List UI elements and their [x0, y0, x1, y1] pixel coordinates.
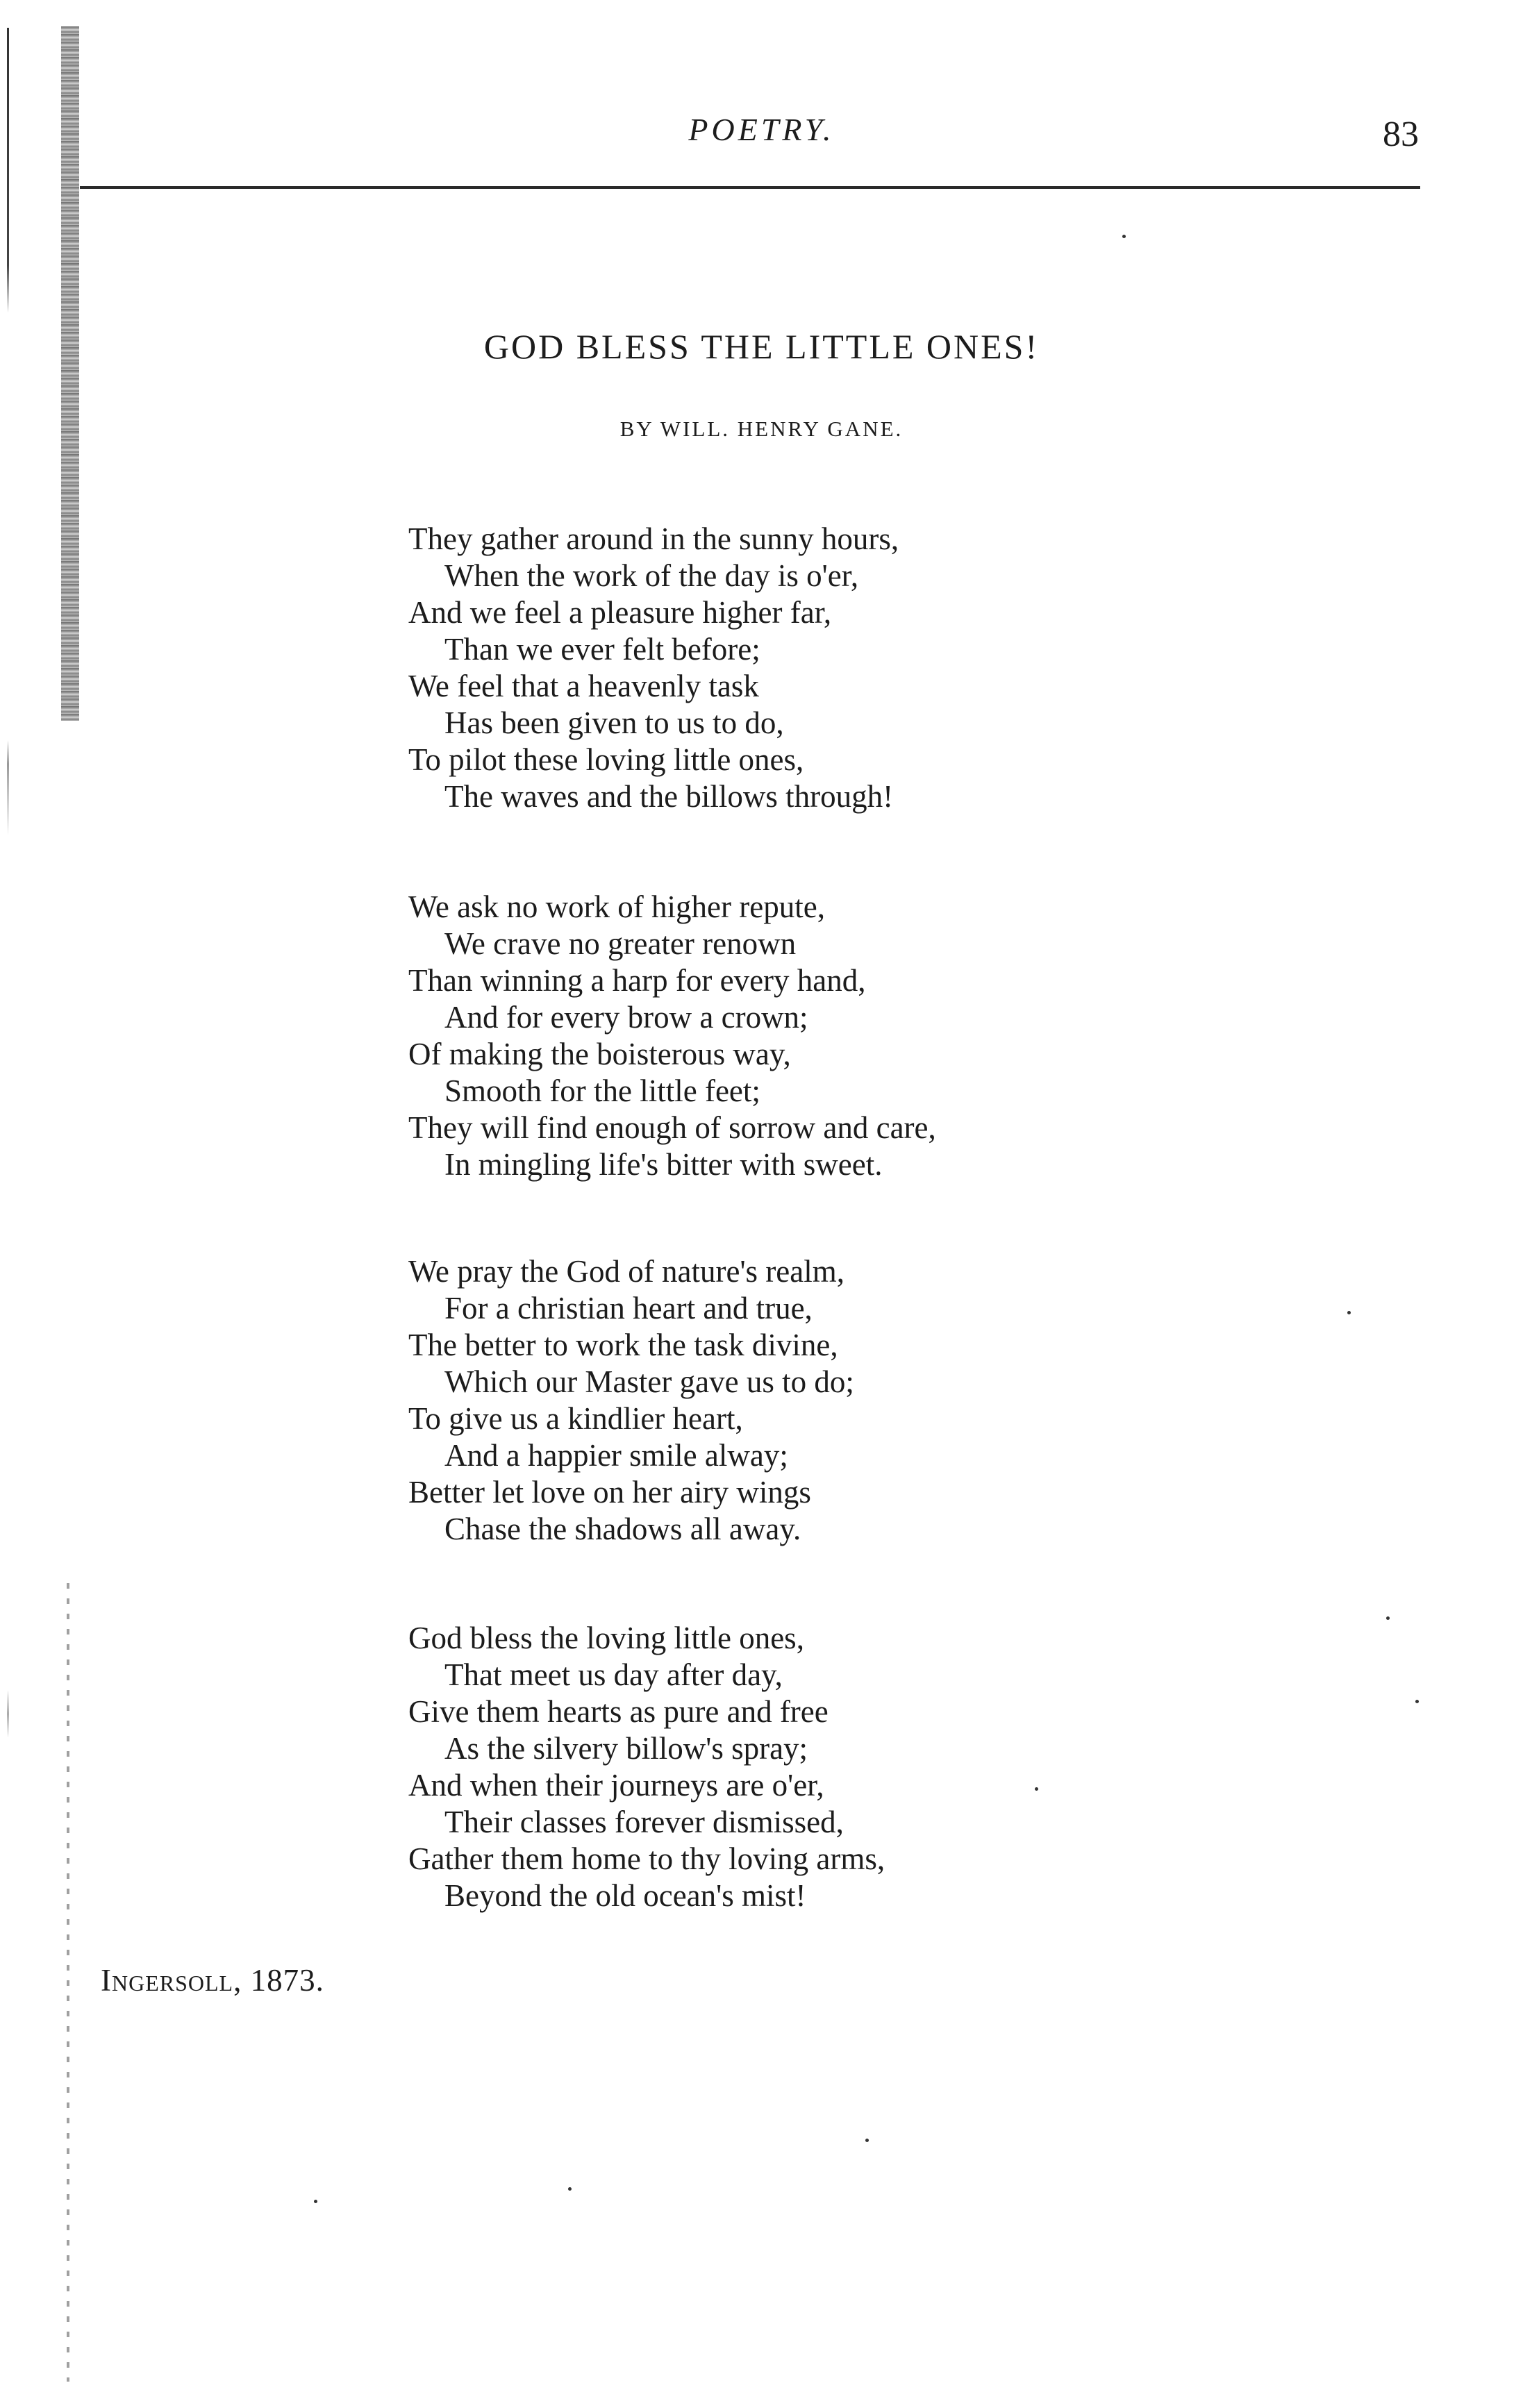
poem-line: Than winning a harp for every hand, — [408, 963, 866, 998]
poem-line: Gather them home to thy loving arms, — [408, 1841, 885, 1876]
binding-edge-dashes — [67, 1583, 69, 2382]
poem-line: We feel that a heavenly task — [408, 669, 759, 703]
poem-title: GOD BLESS THE LITTLE ONES! — [483, 327, 1040, 366]
poem-line: Smooth for the little feet; — [444, 1073, 760, 1108]
poem-line: That meet us day after day, — [444, 1657, 783, 1692]
running-title: POETRY. — [688, 112, 835, 147]
poem-line: And for every brow a crown; — [444, 1000, 808, 1035]
poem-line: For a christian heart and true, — [444, 1291, 813, 1326]
ink-speck — [1386, 1616, 1390, 1620]
poem-line: Of making the boisterous way, — [408, 1037, 791, 1071]
poem-line: Better let love on her airy wings — [408, 1475, 811, 1510]
place-date-signoff: Ingersoll, 1873. — [101, 1963, 324, 1998]
ink-speck — [568, 2187, 572, 2191]
ink-speck — [314, 2200, 317, 2203]
stanza-2 — [408, 889, 1172, 1183]
ink-speck — [1415, 1700, 1419, 1703]
poem-line: To give us a kindlier heart, — [408, 1401, 743, 1436]
poem-line: Chase the shadows all away. — [444, 1512, 801, 1546]
page-number: 83 — [1383, 115, 1419, 154]
poem-line: Which our Master gave us to do; — [444, 1364, 854, 1399]
poem-line: They will find enough of sorrow and care, — [408, 1110, 936, 1145]
poem-line: As the silvery billow's spray; — [444, 1731, 808, 1766]
poem-line: God bless the loving little ones, — [408, 1621, 804, 1655]
poem-line: The better to work the task divine, — [408, 1328, 838, 1362]
poem-line: Their classes forever dismissed, — [444, 1805, 844, 1839]
poem-line: In mingling life's bitter with sweet. — [444, 1147, 883, 1182]
header-rule — [80, 186, 1420, 189]
ink-speck — [865, 2139, 869, 2142]
running-header — [0, 111, 1523, 160]
poem-line: We ask no work of higher repute, — [408, 889, 825, 924]
poem-line: And we feel a pleasure higher far, — [408, 595, 832, 630]
poem-line: They gather around in the sunny hours, — [408, 521, 899, 556]
poem-line: The waves and the billows through! — [444, 779, 894, 814]
poem-byline: BY WILL. HENRY GANE. — [619, 417, 904, 441]
poem-line: Has been given to us to do, — [444, 705, 784, 740]
poem-line: Beyond the old ocean's mist! — [444, 1878, 806, 1913]
poem-line: And when their journeys are o'er, — [408, 1768, 824, 1803]
poem-line: We crave no greater renown — [444, 926, 797, 961]
scan-gutter-line — [7, 28, 9, 2402]
poem-line: Than we ever felt before; — [444, 632, 760, 667]
poem-line: To pilot these loving little ones, — [408, 742, 804, 777]
poem-line: We pray the God of nature's realm, — [408, 1254, 845, 1289]
stanza-3 — [408, 1253, 1172, 1548]
poem-line: And a happier smile alway; — [444, 1438, 788, 1473]
stanza-4 — [408, 1620, 1172, 1914]
ink-speck — [1347, 1311, 1351, 1314]
ink-speck — [1122, 235, 1126, 238]
poem-line: When the work of the day is o'er, — [444, 558, 859, 593]
stanza-1 — [408, 521, 1172, 815]
poem-line: Give them hearts as pure and free — [408, 1694, 829, 1729]
